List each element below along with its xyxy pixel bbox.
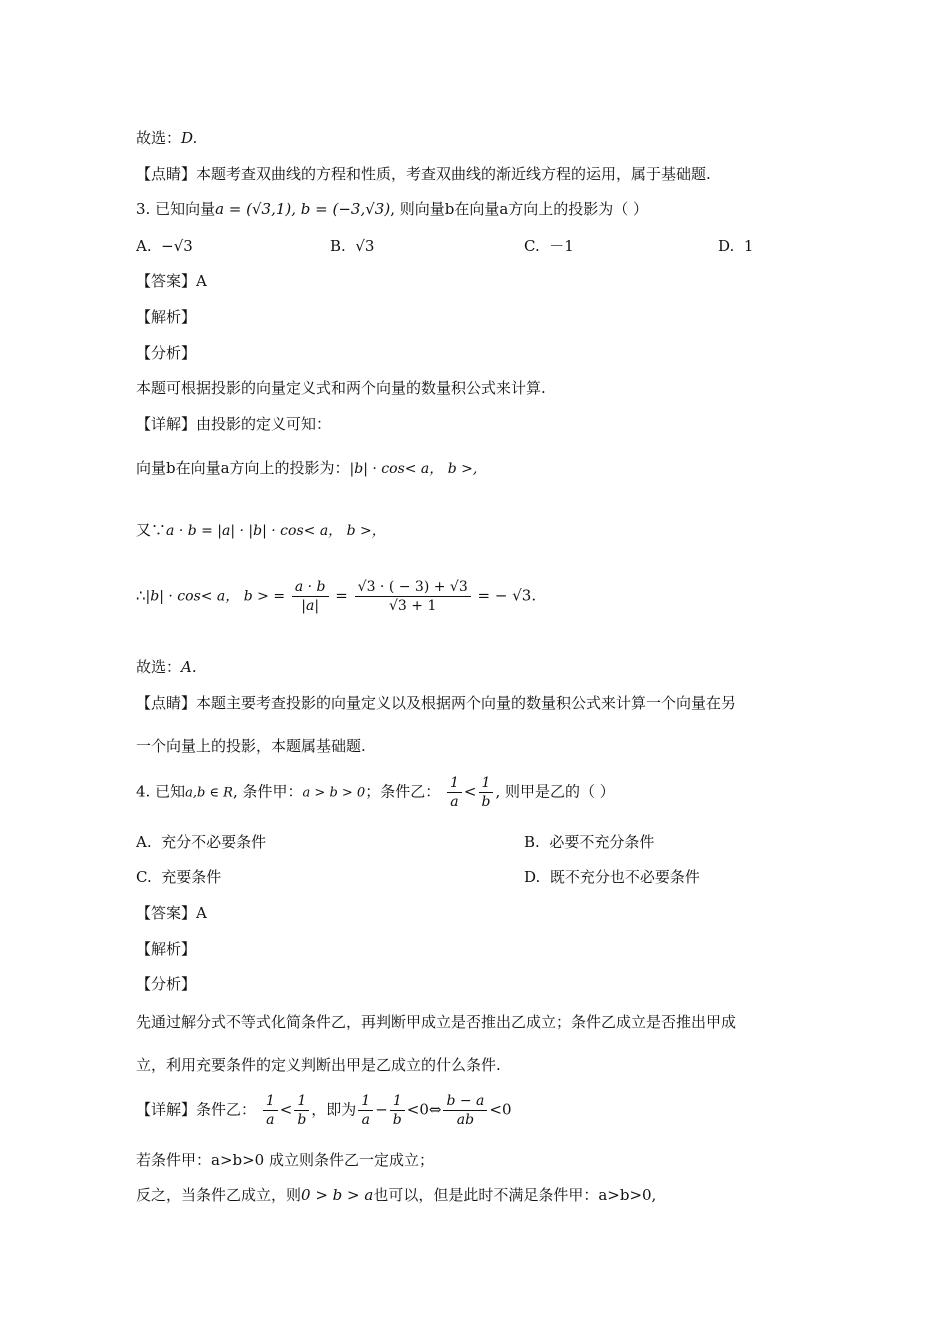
fraction-denominator: b <box>297 1112 307 1128</box>
choose-value: A. <box>181 658 197 676</box>
result-fraction-1 <box>292 578 329 615</box>
detail-prefix: 条件乙： <box>196 1100 257 1119</box>
q3-analysis-tag <box>136 307 196 327</box>
fraction-numerator: √3 · ( − 3) + √3 <box>355 578 471 597</box>
projection-formula: |b| · cos< a， b >, <box>349 461 478 477</box>
fraction-denominator: b <box>481 794 491 810</box>
fenxi-text: 本题可根据投影的向量定义式和两个向量的数量积公式来计算. <box>136 379 546 397</box>
option-label: A. <box>136 833 152 851</box>
q3-projection-line <box>136 458 477 479</box>
analysis-tag: 【解析】 <box>136 308 197 326</box>
q4-converse-line <box>136 1185 656 1205</box>
detail-fraction-1b <box>294 1092 309 1129</box>
fraction-denominator: a <box>450 794 459 810</box>
q3-vector-a: a = (√3,1), <box>215 200 301 218</box>
fraction-denominator: |a| <box>301 598 320 614</box>
q4-condition-jia: a > b > 0 <box>302 785 366 801</box>
projection-prefix: 向量b在向量a方向上的投影为： <box>136 459 350 477</box>
q3-stem-suffix: , 则向量b在向量a方向上的投影为（ ） <box>390 200 649 218</box>
fraction-denominator: √3 + 1 <box>389 598 437 614</box>
result-fraction-2 <box>355 578 471 615</box>
q4-detail <box>136 1092 512 1129</box>
analysis-tag: 【解析】 <box>136 940 197 958</box>
q3-result-line: ∴|b| · cos< a， b > = $\frac{a \cdot b}{|a|}$ = $\frac{√3 \cdot ( - 3) + √3}{√3 + 1}$ = − √3. <box>136 579 537 614</box>
fraction-numerator: 1 <box>479 774 494 793</box>
detail-fraction-2b <box>390 1092 405 1129</box>
q4-stem-suffix: , 则甲是乙的（ ） <box>495 782 615 801</box>
fraction-denominator: ab <box>456 1112 475 1128</box>
q4-set: a,b ∈ R <box>185 785 233 801</box>
option-value: 必要不充分条件 <box>549 833 655 851</box>
q4-fraction-1-over-a <box>447 774 462 811</box>
option-value: 充分不必要条件 <box>161 833 267 851</box>
option-value: 充要条件 <box>161 868 222 886</box>
q4-if-line <box>136 1150 434 1170</box>
detail-tag: 【详解】 <box>136 1100 197 1119</box>
if-text: 若条件甲：a>b>0 成立则条件乙一定成立； <box>136 1151 434 1169</box>
q4-answer <box>136 903 207 923</box>
answer-tag: 【答案】 <box>136 904 197 922</box>
fraction-denominator: b <box>392 1112 402 1128</box>
q3-option-c <box>524 236 574 256</box>
therefore-prefix: ∴ <box>136 586 146 605</box>
result-left: |b| · cos< a， b > = <box>145 588 286 605</box>
answer-value: A <box>196 904 207 922</box>
q4-option-b <box>524 832 654 852</box>
detail-fraction-2a <box>358 1092 373 1129</box>
q3-answer <box>136 271 207 291</box>
answer-tag: 【答案】 <box>136 272 197 290</box>
detail-text: 由投影的定义可知： <box>196 415 332 433</box>
fenxi-tag: 【分析】 <box>136 975 197 993</box>
q3-option-a <box>136 236 193 256</box>
q4-fenxi-1 <box>136 1012 736 1032</box>
fraction-numerator: b − a <box>443 1092 487 1111</box>
because-prefix: 又∵ <box>136 521 167 539</box>
converse-prefix: 反之，当条件乙成立，则 <box>136 1186 302 1204</box>
q4-option-d <box>524 867 700 887</box>
comment-tag: 【点睛】 <box>136 165 197 183</box>
result-value: = − √3. <box>477 586 537 605</box>
option-value: −√3 <box>161 237 193 255</box>
q4-analysis-tag <box>136 939 196 959</box>
q4-fraction-1-over-b <box>479 774 494 811</box>
converse-suffix: 也可以，但是此时不满足条件甲：a>b>0, <box>373 1186 657 1204</box>
equivalence: <0⇔ <box>406 1100 442 1119</box>
q3-stem-prefix: 3. 已知向量 <box>136 200 216 218</box>
choose-value: D. <box>181 129 198 147</box>
fraction-numerator: 1 <box>294 1092 309 1111</box>
choose-label: 故选： <box>136 658 182 676</box>
detail-fraction-1a <box>263 1092 278 1129</box>
q4-option-a <box>136 832 266 852</box>
q4-fenxi-tag <box>136 974 196 994</box>
dot-product-formula: a · b = |a| · |b| · cos< a， b >， <box>166 523 386 539</box>
converse-math: 0 > b > a <box>301 1186 374 1204</box>
option-value: √3 <box>355 237 375 255</box>
comment-tag: 【点睛】 <box>136 694 197 712</box>
q3-stem <box>136 199 648 219</box>
detail-fraction-3 <box>443 1092 487 1129</box>
q3-fenxi-text <box>136 378 546 398</box>
fraction-numerator: a · b <box>292 578 329 597</box>
fraction-numerator: 1 <box>447 774 462 793</box>
comment-text: 一个向量上的投影，本题属基础题. <box>136 737 366 755</box>
option-label: D. <box>524 868 541 886</box>
comment-text: 本题主要考查投影的向量定义以及根据两个向量的数量积公式来计算一个向量在另 <box>196 694 737 712</box>
q4-stem-mid2: ；条件乙： <box>365 782 441 801</box>
q3-comment-2 <box>136 736 366 756</box>
detail-tag: 【详解】 <box>136 415 197 433</box>
less-than: < <box>279 1100 293 1119</box>
option-label: A. <box>136 237 152 255</box>
q4-option-c <box>136 867 221 887</box>
choose-label: 故选： <box>136 129 182 147</box>
fenxi-tag: 【分析】 <box>136 344 197 362</box>
q4-stem-prefix: 4. 已知 <box>136 782 186 801</box>
q3-fenxi-tag <box>136 343 196 363</box>
q3-option-d <box>718 236 753 256</box>
fraction-denominator: a <box>266 1112 275 1128</box>
comment-text: 本题考查双曲线的方程和性质，考查双曲线的渐近线方程的运用，属于基础题. <box>196 165 711 183</box>
fraction-numerator: 1 <box>390 1092 405 1111</box>
q3-option-b <box>330 236 374 256</box>
answer-value: A <box>196 272 207 290</box>
q3-detail <box>136 414 331 434</box>
option-label: C. <box>136 868 152 886</box>
option-value: －1 <box>549 237 574 255</box>
option-label: C. <box>524 237 540 255</box>
detail-mid: ，即为 <box>311 1100 357 1119</box>
q4-stem <box>136 774 615 811</box>
q4-fenxi-2 <box>136 1055 501 1075</box>
q3-vector-b: b = (−3,√3) <box>300 200 391 218</box>
q3-choose <box>136 657 197 677</box>
option-label: D. <box>718 237 735 255</box>
detail-end: <0 <box>489 1100 512 1119</box>
minus-sign: − <box>375 1100 388 1119</box>
q3-comment-1 <box>136 693 736 713</box>
option-label: B. <box>330 237 346 255</box>
q2-comment-line <box>136 164 711 184</box>
option-value: 既不充分也不必要条件 <box>549 868 700 886</box>
fraction-denominator: a <box>361 1112 370 1128</box>
option-value: 1 <box>743 237 754 255</box>
q3-dot-product-line <box>136 520 386 541</box>
fenxi-text: 先通过解分式不等式化简条件乙，再判断甲成立是否推出乙成立；条件乙成立是否推出甲成 <box>136 1013 737 1031</box>
q4-stem-mid: , 条件甲： <box>232 782 303 801</box>
fenxi-text: 立，利用充要条件的定义判断出甲是乙成立的什么条件. <box>136 1056 501 1074</box>
less-than: < <box>463 782 477 801</box>
fraction-numerator: 1 <box>358 1092 373 1111</box>
fraction-numerator: 1 <box>263 1092 278 1111</box>
option-label: B. <box>524 833 540 851</box>
q2-choose-line <box>136 128 197 148</box>
